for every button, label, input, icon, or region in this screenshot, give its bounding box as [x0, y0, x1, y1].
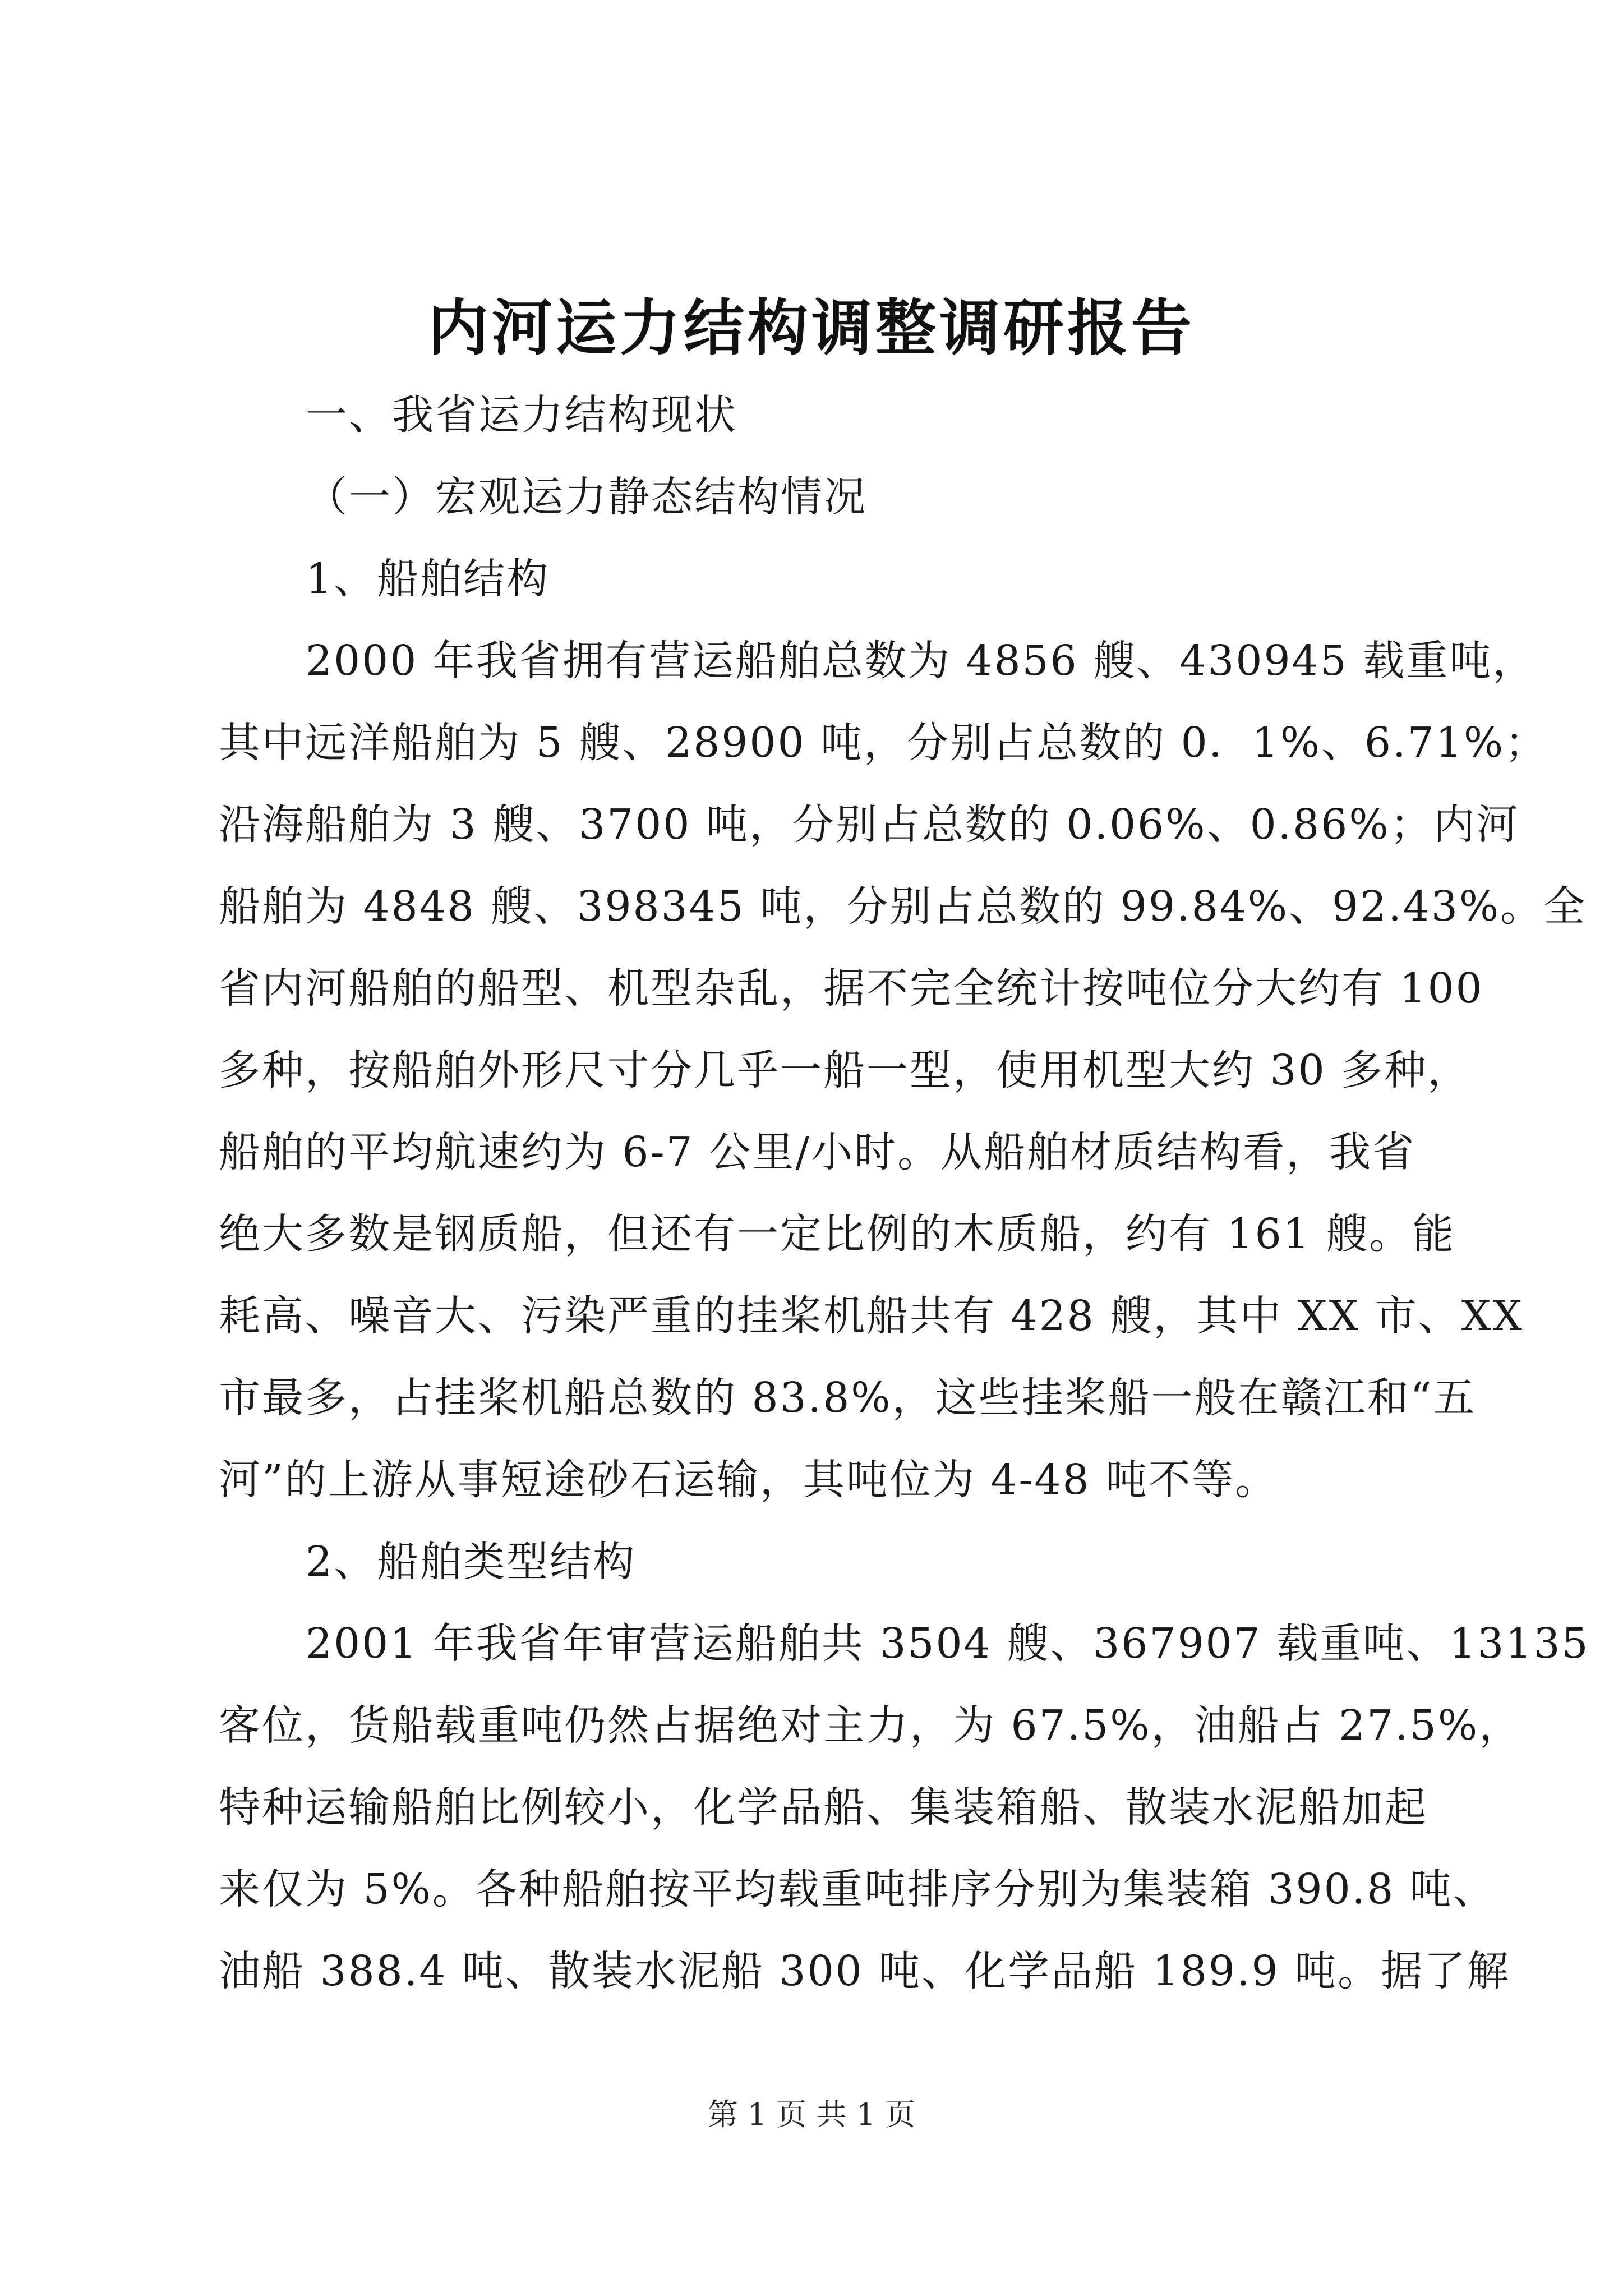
- paragraph-1-line: 船舶的平均航速约为 6-7 公里/小时。从船舶材质结构看，我省: [219, 1128, 1416, 1176]
- paragraph-1-line: 绝大多数是钢质船，但还有一定比例的木质船，约有 161 艘。能: [219, 1210, 1456, 1258]
- paragraph-1-line: 船舶为 4848 艘、398345 吨，分别占总数的 99.84%、92.43%。全: [219, 882, 1587, 931]
- paragraph-2-line: 油船 388.4 吨、散装水泥船 300 吨、化学品船 189.9 吨。据了解: [219, 1947, 1511, 1995]
- paragraph-1-line: 市最多，占挂桨机船总数的 83.8%，这些挂桨船一般在赣江和“五: [219, 1374, 1477, 1422]
- paragraph-2-line: 客位，货船载重吨仍然占据绝对主力，为 67.5%，油船占 27.5%，: [219, 1701, 1523, 1750]
- paragraph-1-line: 其中远洋船舶为 5 艘、28900 吨，分别占总数的 0．1%、6.71%；: [219, 719, 1548, 767]
- item-heading-ship-type-structure: 2、船舶类型结构: [306, 1538, 637, 1586]
- document-title: 内河运力结构调整调研报告: [427, 293, 1195, 364]
- paragraph-2-line: 特种运输船舶比例较小，化学品船、集装箱船、散装水泥船加起: [219, 1783, 1428, 1832]
- paragraph-2-line: 来仅为 5%。各种船舶按平均载重吨排序分别为集装箱 390.8 吨、: [219, 1865, 1496, 1913]
- section-heading-1: 一、我省运力结构现状: [306, 391, 737, 439]
- paragraph-1-line: 耗高、噪音大、污染严重的挂桨机船共有 428 艘，其中 XX 市、XX: [219, 1292, 1524, 1340]
- item-heading-ship-structure: 1、船舶结构: [306, 555, 550, 603]
- paragraph-1-line: 2000 年我省拥有营运船舶总数为 4856 艘、430945 载重吨，: [306, 637, 1536, 685]
- paragraph-2-line: 2001 年我省年审营运船舶共 3504 艘、367907 载重吨、13135: [306, 1619, 1590, 1668]
- page-footer: 第 1 页 共 1 页: [707, 2097, 916, 2132]
- paragraph-1-line: 河”的上游从事短途砂石运输，其吨位为 4-48 吨不等。: [219, 1456, 1279, 1504]
- paragraph-1-line: 多种，按船舶外形尺寸分几乎一船一型，使用机型大约 30 多种，: [219, 1046, 1471, 1094]
- subsection-heading-1: （一）宏观运力静态结构情况: [306, 473, 867, 521]
- paragraph-1-line: 省内河船舶的船型、机型杂乱，据不完全统计按吨位分大约有 100: [219, 964, 1484, 1013]
- paragraph-1-line: 沿海船舶为 3 艘、3700 吨，分别占总数的 0.06%、0.86%；内河: [219, 800, 1520, 849]
